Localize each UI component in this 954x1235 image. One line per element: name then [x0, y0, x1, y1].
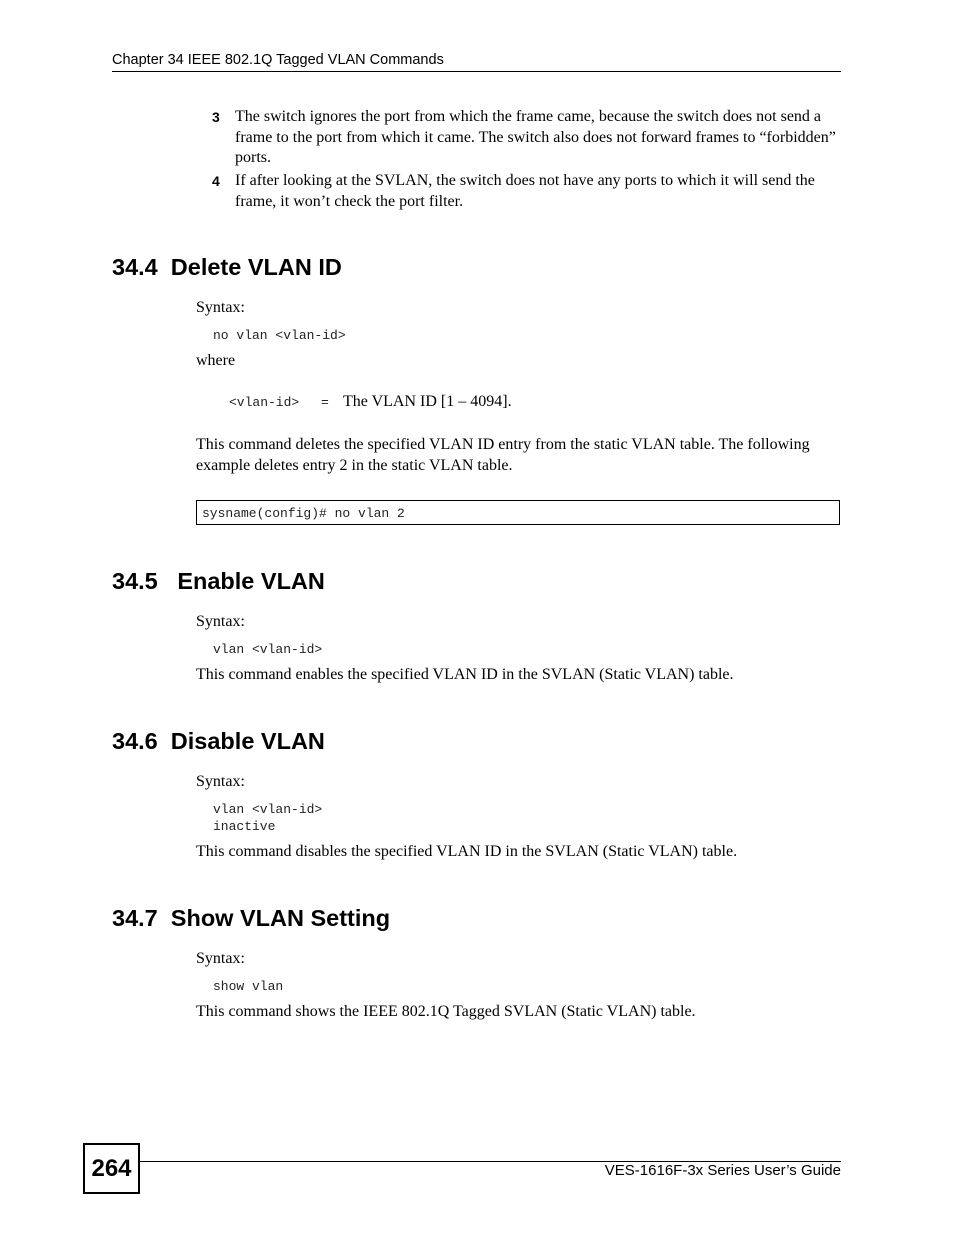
- section-description: This command deletes the specified VLAN ID entry from the static VLAN table. The following example deletes entry 2 in the static VLAN table.: [196, 436, 810, 474]
- param-equals: =: [321, 395, 329, 410]
- section-heading-delete-vlan-id: 34.4 Delete VLAN ID: [112, 254, 342, 280]
- syntax-label: Syntax:: [196, 950, 245, 967]
- param-name: <vlan-id>: [229, 395, 300, 410]
- header-divider: [112, 71, 841, 72]
- page-number: 264: [91, 1155, 132, 1182]
- example-code: sysname(config)# no vlan 2: [202, 506, 405, 521]
- section-description: This command shows the IEEE 802.1Q Tagged SVLAN (Static VLAN) table.: [196, 1003, 696, 1020]
- syntax-code: show vlan: [213, 979, 284, 994]
- step-number: 4: [212, 173, 220, 189]
- running-header: Chapter 34 IEEE 802.1Q Tagged VLAN Commands: [112, 52, 444, 68]
- section-description: This command enables the specified VLAN ID in the SVLAN (Static VLAN) table.: [196, 666, 734, 683]
- syntax-code: no vlan <vlan-id>: [213, 328, 346, 343]
- syntax-label: Syntax:: [196, 299, 245, 316]
- syntax-label: Syntax:: [196, 613, 245, 630]
- syntax-label: Syntax:: [196, 773, 245, 790]
- where-label: where: [196, 352, 236, 369]
- step-text: If after looking at the SVLAN, the switch does not have any ports to which it will send the frame, it won’t check the port filter.: [235, 172, 815, 210]
- example-code-box: [196, 500, 840, 525]
- section-heading-enable-vlan: 34.5 Enable VLAN: [112, 568, 325, 594]
- page-number-box: [83, 1143, 140, 1194]
- step-text: The switch ignores the port from which the frame came, because the switch does not send a frame to the port from which it came. The switch also does not forward frames to “forbidden” ports.: [235, 108, 836, 166]
- param-description: The VLAN ID [1 – 4094].: [343, 393, 512, 410]
- syntax-code-line-2: inactive: [213, 819, 276, 834]
- section-description: This command disables the specified VLAN ID in the SVLAN (Static VLAN) table.: [196, 843, 738, 860]
- step-number: 3: [212, 109, 220, 125]
- section-heading-disable-vlan: 34.6 Disable VLAN: [112, 728, 325, 754]
- syntax-code: vlan <vlan-id>: [213, 642, 323, 657]
- section-heading-show-vlan-setting: 34.7 Show VLAN Setting: [112, 905, 391, 931]
- syntax-code-line-1: vlan <vlan-id>: [213, 802, 323, 817]
- guide-title: VES-1616F-3x Series User’s Guide: [604, 1162, 841, 1179]
